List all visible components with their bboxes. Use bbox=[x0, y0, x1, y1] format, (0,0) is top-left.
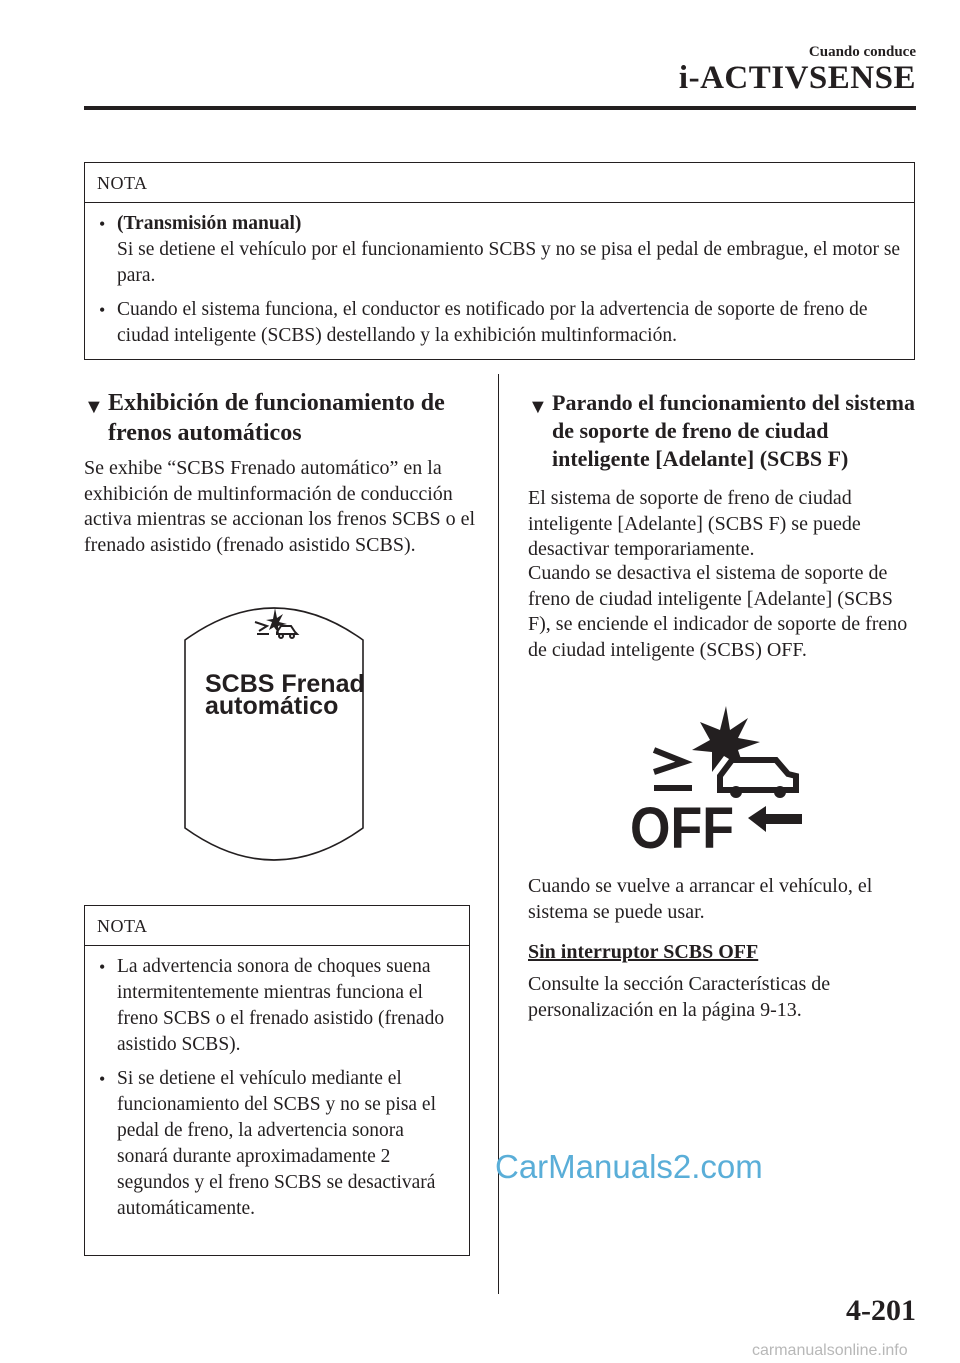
display-line-1: SCBS Frenado bbox=[205, 670, 365, 698]
header-title: i-ACTIVSENSE bbox=[678, 60, 916, 96]
note-box-left bbox=[84, 905, 470, 1256]
note-item-text: Si se detiene el vehículo por el funcionamiento SCBS y no se pisa el pedal de embrague, el motor se para. bbox=[117, 239, 901, 286]
display-line-2: automático bbox=[205, 692, 339, 720]
note-item-text: Cuando el sistema funciona, el conductor es notificado por la advertencia de soporte de freno de ciudad inteligente (SCBS) destellando y la exhibición multinformación. bbox=[117, 299, 868, 346]
right-paragraph-2: Cuando se desactiva el sistema de soporte de freno de ciudad inteligente [Adelante] (SCBS F), se enciende el indicador de soporte de freno de ciudad inteligente (SCBS) OFF. bbox=[528, 562, 908, 661]
right-paragraph-1: El sistema de soporte de freno de ciudad inteligente [Adelante] (SCBS F) se puede desactivar temporariamente. bbox=[528, 487, 861, 560]
note-item bbox=[95, 297, 902, 349]
section-heading-left: ▼ Exhibición de funcionamiento de frenos automáticos bbox=[84, 390, 445, 446]
header-rule bbox=[84, 106, 916, 110]
left-paragraph: Se exhibe “SCBS Frenado automático” en la exhibición de multinformación de conducción activa mientras se accionan los frenos SCBS o el frenado asistido (frenado asistido SCBS). bbox=[84, 457, 476, 556]
footer-watermark[interactable]: carmanualsonline.info bbox=[752, 1342, 908, 1359]
note-box-top bbox=[84, 162, 915, 360]
note-item-bold: • (Transmisión manual) bbox=[117, 213, 302, 234]
header-section: Cuando conduce bbox=[808, 44, 916, 60]
note-item: • Si se detiene el vehículo mediante el funcionamiento del SCBS y no se pisa el pedal de freno, la advertencia sonora sonará durante aproximadamente 2 segundos y el freno SCBS se desactivará automáticamente. bbox=[95, 1066, 457, 1222]
page-number: 4-201 bbox=[846, 1294, 916, 1327]
triangle-down-icon: ▼ bbox=[528, 396, 548, 418]
off-label: OFF bbox=[630, 796, 734, 852]
right-subheading: Sin interruptor SCBS OFF bbox=[528, 941, 759, 963]
note-label: NOTA bbox=[85, 906, 469, 946]
note-label: NOTA bbox=[85, 163, 914, 203]
triangle-down-icon: ▼ bbox=[84, 396, 104, 418]
multi-info-display bbox=[183, 592, 365, 879]
right-paragraph-3: Cuando se vuelve a arrancar el vehículo, el sistema se puede usar. bbox=[528, 875, 873, 923]
scbs-off-indicator-icon bbox=[624, 706, 806, 857]
section-heading-right: ▼ Parando el funcionamiento del sistema de soporte de freno de ciudad inteligente [Adelante] (SCBS F) bbox=[528, 390, 915, 471]
note-item: • La advertencia sonora de choques suena intermitentemente mientras funciona el freno SCBS o el frenado asistido (frenado asistido SCBS). bbox=[95, 954, 457, 1058]
watermark[interactable]: CarManuals2.com bbox=[495, 1148, 763, 1185]
right-paragraph-4: Consulte la sección Características de personalización en la página 9-13. bbox=[528, 973, 831, 1021]
note-item bbox=[95, 211, 902, 289]
